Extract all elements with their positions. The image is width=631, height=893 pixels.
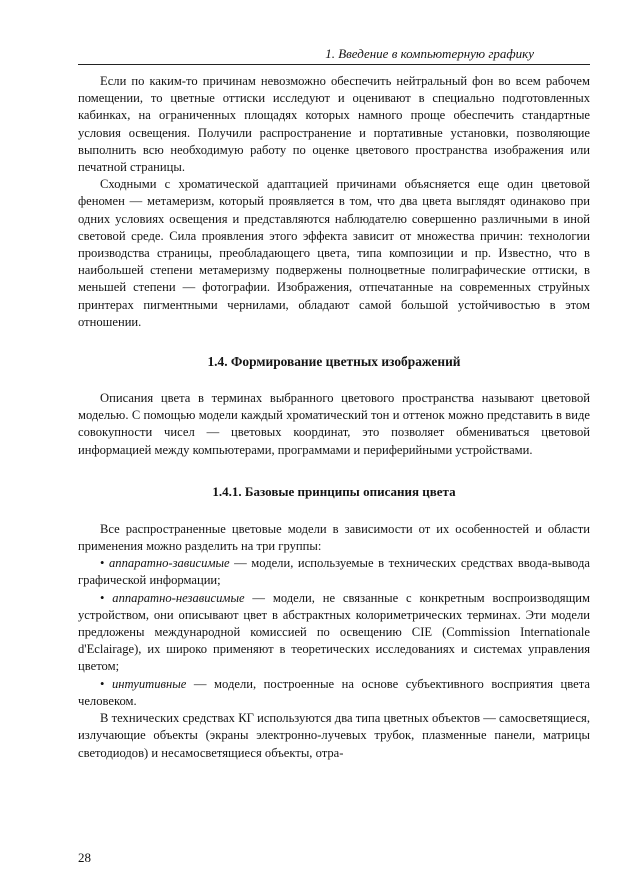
bullet-mark: • bbox=[100, 556, 105, 571]
page-number: 28 bbox=[78, 850, 91, 865]
bullet-mark: • bbox=[100, 676, 105, 691]
bullet-term: аппаратно-независимые bbox=[112, 590, 245, 605]
bullet-mark: • bbox=[100, 590, 105, 605]
running-head: 1. Введение в компьютерную графику bbox=[78, 44, 590, 65]
paragraph-neutral-background: Если по каким-то причинам невозможно обеспечить нейтральный фон во всем рабочем помещении, то цветные оттиски исследуют и оценивают в специально подготовленных кабинках, на ограниченных площадях которых намного проще обеспечить стандартные условия освещения. Получили распространение и портативные установки, позволяющие выполнить всю необходимую работу по оценке цветового пространства изображения или печатной страницы. bbox=[78, 74, 590, 175]
bullet-text: — модели, используемые в технических средствах ввода-вывода графической информации; bbox=[78, 556, 590, 588]
paragraph-object-types: В технических средствах КГ используются два типа цветных объектов — самосветящиеся, излучающие объекты (экраны электронно-лучевых трубок, плазменные панели, матрицы светодиодов) и несамосветящиеся объекты, отра- bbox=[78, 711, 590, 760]
list-item bbox=[78, 590, 590, 676]
paragraph-groups-intro: Все распространенные цветовые модели в зависимости от их особенностей и области применения можно разделить на три группы: bbox=[78, 521, 590, 554]
bullet-term: аппаратно-зависимые bbox=[108, 556, 230, 571]
bullet-term: интуитивные bbox=[111, 676, 187, 691]
paragraph-metamerism: Сходными с хроматической адаптацией причинами объясняется еще один цветовой феномен — метамеризм, который проявляется в том, что два цвета выглядят одинаково при одних условиях освещения и представляются наблюдателю совершенно различными в иной световой среде. Сила проявления этого эффекта зависит от множества причин: технологии производства страницы, преобладающего цвета, типа композиции и пр. Известно, что в наибольшей степени метамеризму подвержены полноцветные полиграфические оттиски, в меньшей степени — фотографии. Изображения, отпечатанные на современных струйных принтерах пигментными чернилами, обладают самой большой устойчивостью в этом отношении. bbox=[78, 177, 590, 329]
bullet-text: — модели, не связанные с конкретным воспроизводящим устройством, они описывают цвет в абстрактных колориметрических терминах. Эти модели предложены международной комиссией по освещению CIE (Commission Internationale d'Eclairage), их широко применяют в теоретических исследованиях и системах управления цветом; bbox=[78, 590, 590, 674]
list-item bbox=[78, 676, 590, 710]
top-text-block bbox=[78, 73, 590, 331]
book-page bbox=[78, 44, 590, 762]
paragraph-color-model: Описания цвета в терминах выбранного цветового пространства называют цветовой моделью. С помощью модели каждый хроматический тон и оттенок можно представить в виде совокупности чисел — цветовых координат, это позволяет обмениваться цветовой информацией между компьютерами, программами и периферийными устройствами. bbox=[78, 391, 590, 457]
section-heading: 1.4. Формирование цветных изображений bbox=[207, 354, 461, 370]
subsection-heading: 1.4.1. Базовые принципы описания цвета bbox=[212, 483, 456, 499]
list-item bbox=[78, 555, 590, 589]
bullet-text: — модели, построенные на основе субъективного восприятия цвета человеком. bbox=[78, 676, 590, 708]
